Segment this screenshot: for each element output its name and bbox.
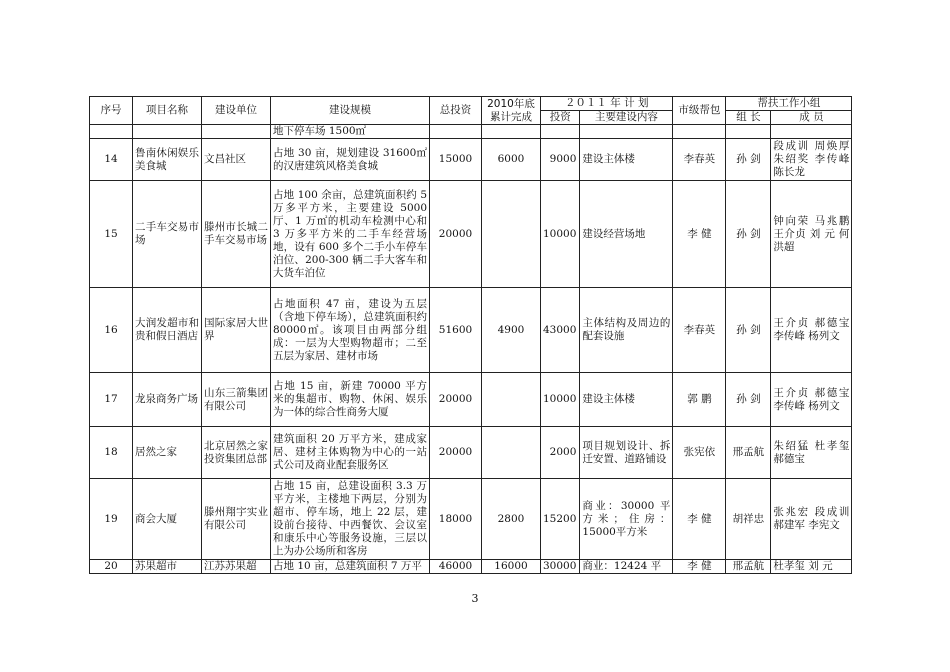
row-total: 15000 (430, 139, 482, 181)
row-city: 张宪依 (673, 427, 726, 479)
row-project: 鲁南休闲娱乐美食城 (133, 139, 202, 181)
row-total: 51600 (430, 288, 482, 373)
row-city: 郭 鹏 (673, 373, 726, 427)
row-project: 大润发超市和贵和假日酒店 (133, 288, 202, 373)
row-members: 钟向荣 马兆鹏 王介贞 刘 元 何洪超 (771, 181, 852, 288)
row-city: 李 健 (673, 479, 726, 560)
row-leader: 孙 剑 (726, 288, 771, 373)
header-row-1 (90, 97, 852, 111)
row-invest: 9000 (541, 139, 580, 181)
header-scale: 建设规模 (271, 97, 430, 125)
row-leader: 邢孟航 (726, 427, 771, 479)
row-unit: 滕州翔宇实业有限公司 (202, 479, 271, 560)
row-invest: 10000 (541, 373, 580, 427)
row-city: 李 健 (673, 560, 726, 574)
continuation-text: 地下停车场 1500㎡ (271, 125, 430, 139)
header-unit: 建设单位 (202, 97, 271, 125)
row-content: 建设经营场地 (580, 181, 673, 288)
row-leader: 孙 剑 (726, 373, 771, 427)
table-row (90, 139, 852, 181)
header-city-package: 市级帮包 (673, 97, 726, 125)
row-project: 二手车交易市场 (133, 181, 202, 288)
row-scale: 建筑面积 20 万平方米，建成家居、建材主体购物为中心的一站式公司及商业配套服务区 (271, 427, 430, 479)
row-unit: 国际家居大世界 (202, 288, 271, 373)
row-scale: 占地 15 亩，新建 70000 平方米的集超市、购物、休闲、娱乐为一体的综合性商务大厦 (271, 373, 430, 427)
row-unit: 山东三箭集团有限公司 (202, 373, 271, 427)
row-leader: 孙 剑 (726, 181, 771, 288)
row-content: 商业：12424 平 (580, 560, 673, 574)
row-scale: 占地 30 亩，规划建设 31600㎡的汉唐建筑风格美食城 (271, 139, 430, 181)
row-total: 46000 (430, 560, 482, 574)
header-plan-2011: ２０１１ 年 计 划 (541, 97, 673, 111)
row-content: 商业：30000 平方米；住房：15000平方米 (580, 479, 673, 560)
row-invest: 30000 (541, 560, 580, 574)
row-total: 20000 (430, 181, 482, 288)
header-cum-2010: 2010年底累计完成 (482, 97, 541, 125)
row-content: 建设主体楼 (580, 373, 673, 427)
row-seq: 16 (90, 288, 133, 373)
row-members: 朱绍猛 杜孝玺 郝德宝 (771, 427, 852, 479)
page-number: 3 (471, 592, 479, 605)
row-unit: 北京居然之家投资集团总部 (202, 427, 271, 479)
row-project: 龙泉商务广场 (133, 373, 202, 427)
row-project: 苏果超市 (133, 560, 202, 574)
row-members: 王介贞 郝德宝 李传峰 杨列文 (771, 373, 852, 427)
row-members: 王介贞 郝德宝 李传峰 杨列文 (771, 288, 852, 373)
row-leader: 孙 剑 (726, 139, 771, 181)
row-invest: 15200 (541, 479, 580, 560)
table-row (90, 560, 852, 574)
row-members: 段成训 周焕厚 朱绍奖 李传峰 陈长龙 (771, 139, 852, 181)
row-leader: 邢孟航 (726, 560, 771, 574)
row-seq: 18 (90, 427, 133, 479)
row-unit: 滕州市长城二手车交易市场 (202, 181, 271, 288)
row-seq: 14 (90, 139, 133, 181)
row-cum: 4900 (482, 288, 541, 373)
header-project: 项目名称 (133, 97, 202, 125)
row-seq: 17 (90, 373, 133, 427)
row-city: 李春英 (673, 288, 726, 373)
row-members: 张兆宏 段成训 郝建军 李宪文 (771, 479, 852, 560)
row-seq: 15 (90, 181, 133, 288)
row-cum: 6000 (482, 139, 541, 181)
header-leader: 组 长 (726, 111, 771, 125)
row-invest: 43000 (541, 288, 580, 373)
row-seq: 20 (90, 560, 133, 574)
row-scale: 占地 10 亩，总建筑面积 7 万平 (271, 560, 430, 574)
continuation-row (90, 125, 852, 139)
row-city: 李 健 (673, 181, 726, 288)
row-cum: 16000 (482, 560, 541, 574)
row-content: 建设主体楼 (580, 139, 673, 181)
row-invest: 2000 (541, 427, 580, 479)
row-cum (482, 373, 541, 427)
header-help-group: 帮扶工作小组 (726, 97, 852, 111)
header-plan-invest: 投资 (541, 111, 580, 125)
row-project: 居然之家 (133, 427, 202, 479)
row-content: 项目规划设计、拆迁安置、道路铺设 (580, 427, 673, 479)
row-total: 20000 (430, 427, 482, 479)
row-unit: 江苏苏果超 (202, 560, 271, 574)
table-row (90, 288, 852, 373)
table-row (90, 427, 852, 479)
row-cum (482, 427, 541, 479)
row-scale: 占地 100 余亩，总建筑面积约 5 万多平方米，主要建设 5000 厅、1 万㎡的机动车检测中心和 3 万多平方米的二手车经营场地，设有 600 多个二手小车停车泊位、200-300 辆二手大客车和大货车泊位 (271, 181, 430, 288)
header-members: 成 员 (771, 111, 852, 125)
row-content: 主体结构及周边的配套设施 (580, 288, 673, 373)
table-row (90, 479, 852, 560)
table-row (90, 373, 852, 427)
row-unit: 文昌社区 (202, 139, 271, 181)
header-seq: 序号 (90, 97, 133, 125)
header-plan-content: 主要建设内容 (580, 111, 673, 125)
project-table (89, 96, 852, 574)
row-total: 20000 (430, 373, 482, 427)
row-scale: 占地面积 47 亩，建设为五层（含地下停车场），总建筑面积约 80000㎡。该项目由两部分组成：一层为大型购物超市；二至五层为家居、建材市场 (271, 288, 430, 373)
row-total: 18000 (430, 479, 482, 560)
row-seq: 19 (90, 479, 133, 560)
table-row (90, 181, 852, 288)
header-total: 总投资 (430, 97, 482, 125)
row-leader: 胡祥忠 (726, 479, 771, 560)
row-cum: 2800 (482, 479, 541, 560)
row-scale: 占地 15 亩，总建设面积 3.3 万平方米，主楼地下两层，分别为超市、停车场，地上 22 层，建设前台接待、中西餐饮、会议室和康乐中心等服务设施，三层以上为办公场所和客房 (271, 479, 430, 560)
row-cum (482, 181, 541, 288)
row-members: 杜孝玺 刘 元 (771, 560, 852, 574)
row-project: 商会大厦 (133, 479, 202, 560)
row-city: 李春英 (673, 139, 726, 181)
row-invest: 10000 (541, 181, 580, 288)
